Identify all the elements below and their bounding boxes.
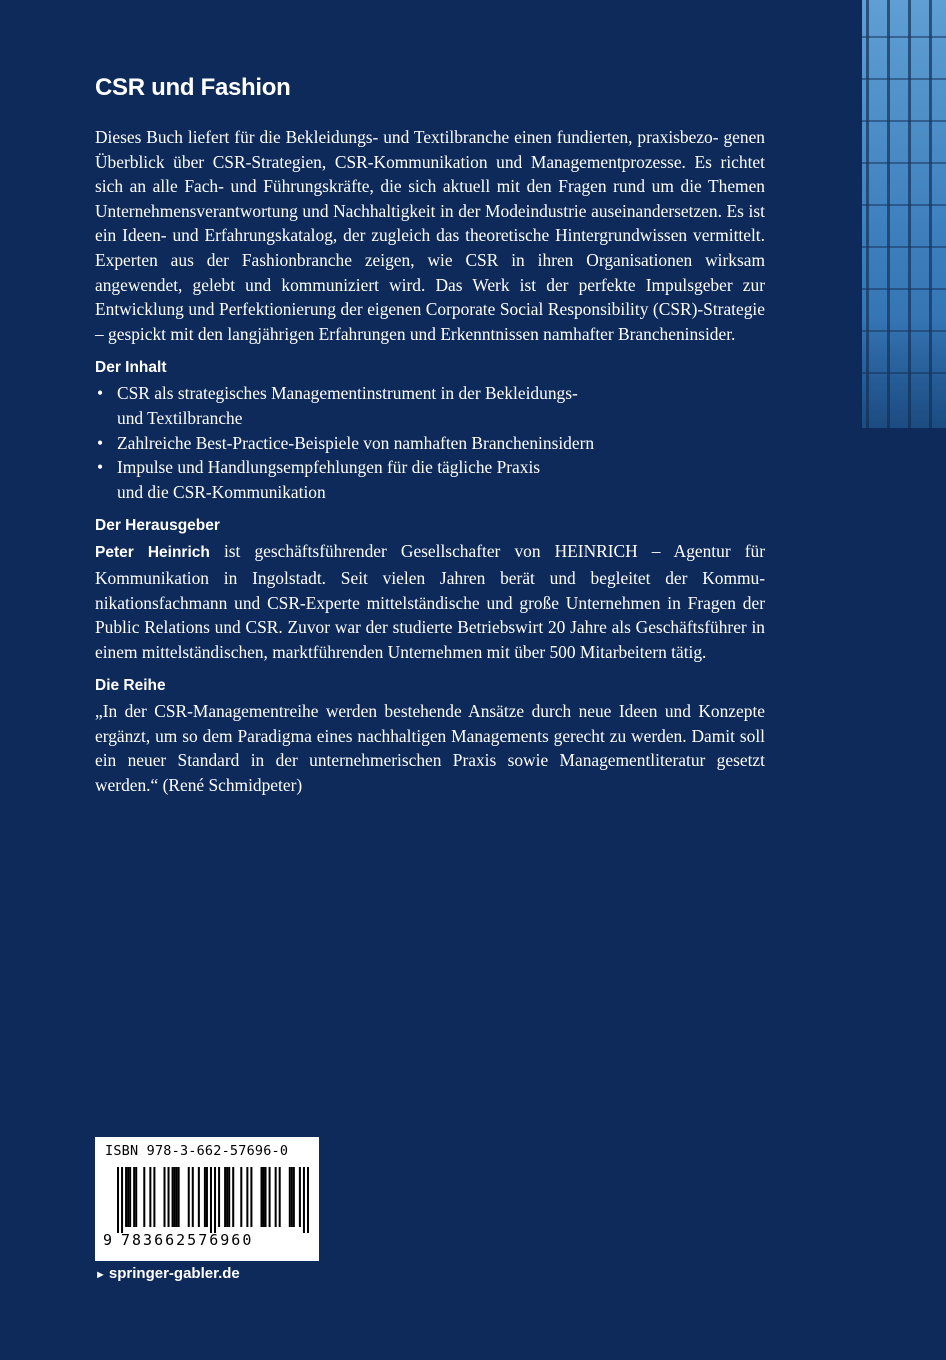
barcode-bar xyxy=(240,1167,242,1227)
cover-text xyxy=(95,74,765,798)
barcode-bar xyxy=(226,1167,228,1227)
barcode-bar xyxy=(192,1167,194,1227)
barcode-bar xyxy=(188,1167,190,1227)
barcode-bar xyxy=(176,1167,178,1227)
editor-name: Peter Heinrich xyxy=(95,544,210,562)
barcode-bar xyxy=(168,1167,170,1227)
barcode-bar xyxy=(163,1167,165,1227)
publisher-url[interactable]: springer-gabler.de xyxy=(108,1265,240,1282)
barcode-bar xyxy=(246,1167,248,1227)
barcode-bar xyxy=(125,1167,127,1227)
bullet-icon: • xyxy=(97,457,104,478)
section-heading-reihe: Die Reihe xyxy=(95,677,166,695)
building-photo xyxy=(862,0,946,428)
barcode-bar xyxy=(263,1167,265,1227)
barcode-bar xyxy=(204,1167,206,1227)
list-item: • Zahlreiche Best-Practice-Beispiele von namhaften Brancheninsidern xyxy=(95,431,765,456)
publisher-link[interactable] xyxy=(95,1265,240,1282)
barcode-bar xyxy=(228,1167,230,1227)
barcode-bar xyxy=(127,1167,129,1227)
barcode-bar xyxy=(210,1167,212,1233)
barcode-bar xyxy=(275,1167,277,1227)
barcode-bar xyxy=(143,1167,145,1227)
section-heading-herausgeber: Der Herausgeber xyxy=(95,517,220,535)
editor-paragraph: Peter Heinrich ist geschäftsführender Gesellschafter von HEINRICH – Agentur für Kommunikation in Ingolstadt. Seit vielen Jahren berät und begleitet der Kommu- nikationsfachmann und CSR-Experte mittelständische und große Unternehmen in Fragen der Public Relations und CSR. Zuvor war der studierte Betriebswirt 20 Jahre als Geschäftsführer in einem mittelständischen, marktführenden Unternehmen mit über 500 Mitarbeitern tätig. xyxy=(95,541,765,662)
ean-first-digit: 9 xyxy=(103,1231,113,1249)
series-paragraph: „In der CSR-Managementreihe werden bestehende Ansätze durch neue Ideen und Konzepte ergänzt, um so dem Paradigma eines nachhaltigen Managements gerecht zu werden. Damit soll ein neuer Standard in der unternehmerischen Praxis sowie Managementliteratur gesetzt werden.“ (René Schmidpeter) xyxy=(95,701,766,796)
barcode-bar xyxy=(260,1167,262,1227)
barcode-bar xyxy=(307,1167,309,1233)
barcode-bar xyxy=(117,1167,119,1233)
barcode-bar xyxy=(269,1167,271,1227)
barcode-bar xyxy=(289,1167,291,1227)
barcode-bar xyxy=(133,1167,135,1227)
bullet-icon: • xyxy=(97,432,104,453)
barcode-bar xyxy=(299,1167,301,1227)
content-list xyxy=(95,381,765,504)
barcode-bar xyxy=(291,1167,293,1227)
barcode-bar xyxy=(214,1167,216,1233)
barcode-bar xyxy=(279,1167,281,1227)
barcode-bar xyxy=(121,1167,123,1233)
list-item: • Impulse und Handlungsempfehlungen für die tägliche Praxis und die CSR-Kommunikation xyxy=(97,457,541,502)
barcode-bar xyxy=(174,1167,176,1227)
barcode-bar xyxy=(135,1167,137,1227)
barcode-bar xyxy=(172,1167,174,1227)
barcode-bar xyxy=(232,1167,234,1227)
barcode-bar xyxy=(178,1167,180,1227)
barcode-bar xyxy=(129,1167,131,1227)
barcode-bar xyxy=(153,1167,155,1227)
barcode-bar xyxy=(293,1167,295,1227)
barcode-bar xyxy=(250,1167,252,1227)
barcode-bar xyxy=(265,1167,267,1227)
barcode-bar xyxy=(218,1167,220,1227)
isbn-barcode xyxy=(95,1137,319,1261)
intro-paragraph: Dieses Buch liefert für die Bekleidungs- und Textilbranche einen fundierten, praxisbezo- genen Überblick über CSR-Strategien, CSR-Kommunikation und Managementprozesse. Es richtet sich an alle Fach- und Führungskräfte, die sich aktuell mit den Fragen rund um die Themen Unternehmensverantwortung und Nachhaltigkeit in der Modeindustrie auseinandersetzen. Es ist ein Ideen- und Erfahrungskatalog, der zugleich das theoretische Hintergrundwissen vermittelt. Experten aus der Fashionbranche zeigen, wie CSR in ihren Organisationen wirksam angewendet, gelebt und kommuniziert wird. Das Werk ist der perfekte Impulsgeber zur Entwicklung und Perfektionierung der eigenen Corporate Social Responsibility (CSR)-Strategie – gespickt mit den langjährigen Erfahrungen und Erkenntnissen namhafter Brancheninsider. xyxy=(95,127,766,344)
section-heading-inhalt: Der Inhalt xyxy=(95,359,167,377)
bullet-icon: • xyxy=(97,383,104,404)
barcode-icon xyxy=(117,1167,309,1233)
barcode-bar xyxy=(149,1167,151,1227)
ean-digits: 783662576960 xyxy=(121,1231,254,1249)
arrow-right-icon: ► xyxy=(95,1269,106,1281)
isbn-label: ISBN 978-3-662-57696-0 xyxy=(105,1143,289,1159)
barcode-bar xyxy=(198,1167,200,1227)
barcode-bar xyxy=(303,1167,305,1233)
book-title: CSR und Fashion xyxy=(95,74,291,101)
list-item: • CSR als strategisches Managementinstrument in der Bekleidungs- und Textilbranche xyxy=(97,383,578,428)
barcode-bar xyxy=(224,1167,226,1227)
barcode-bar xyxy=(206,1167,208,1227)
